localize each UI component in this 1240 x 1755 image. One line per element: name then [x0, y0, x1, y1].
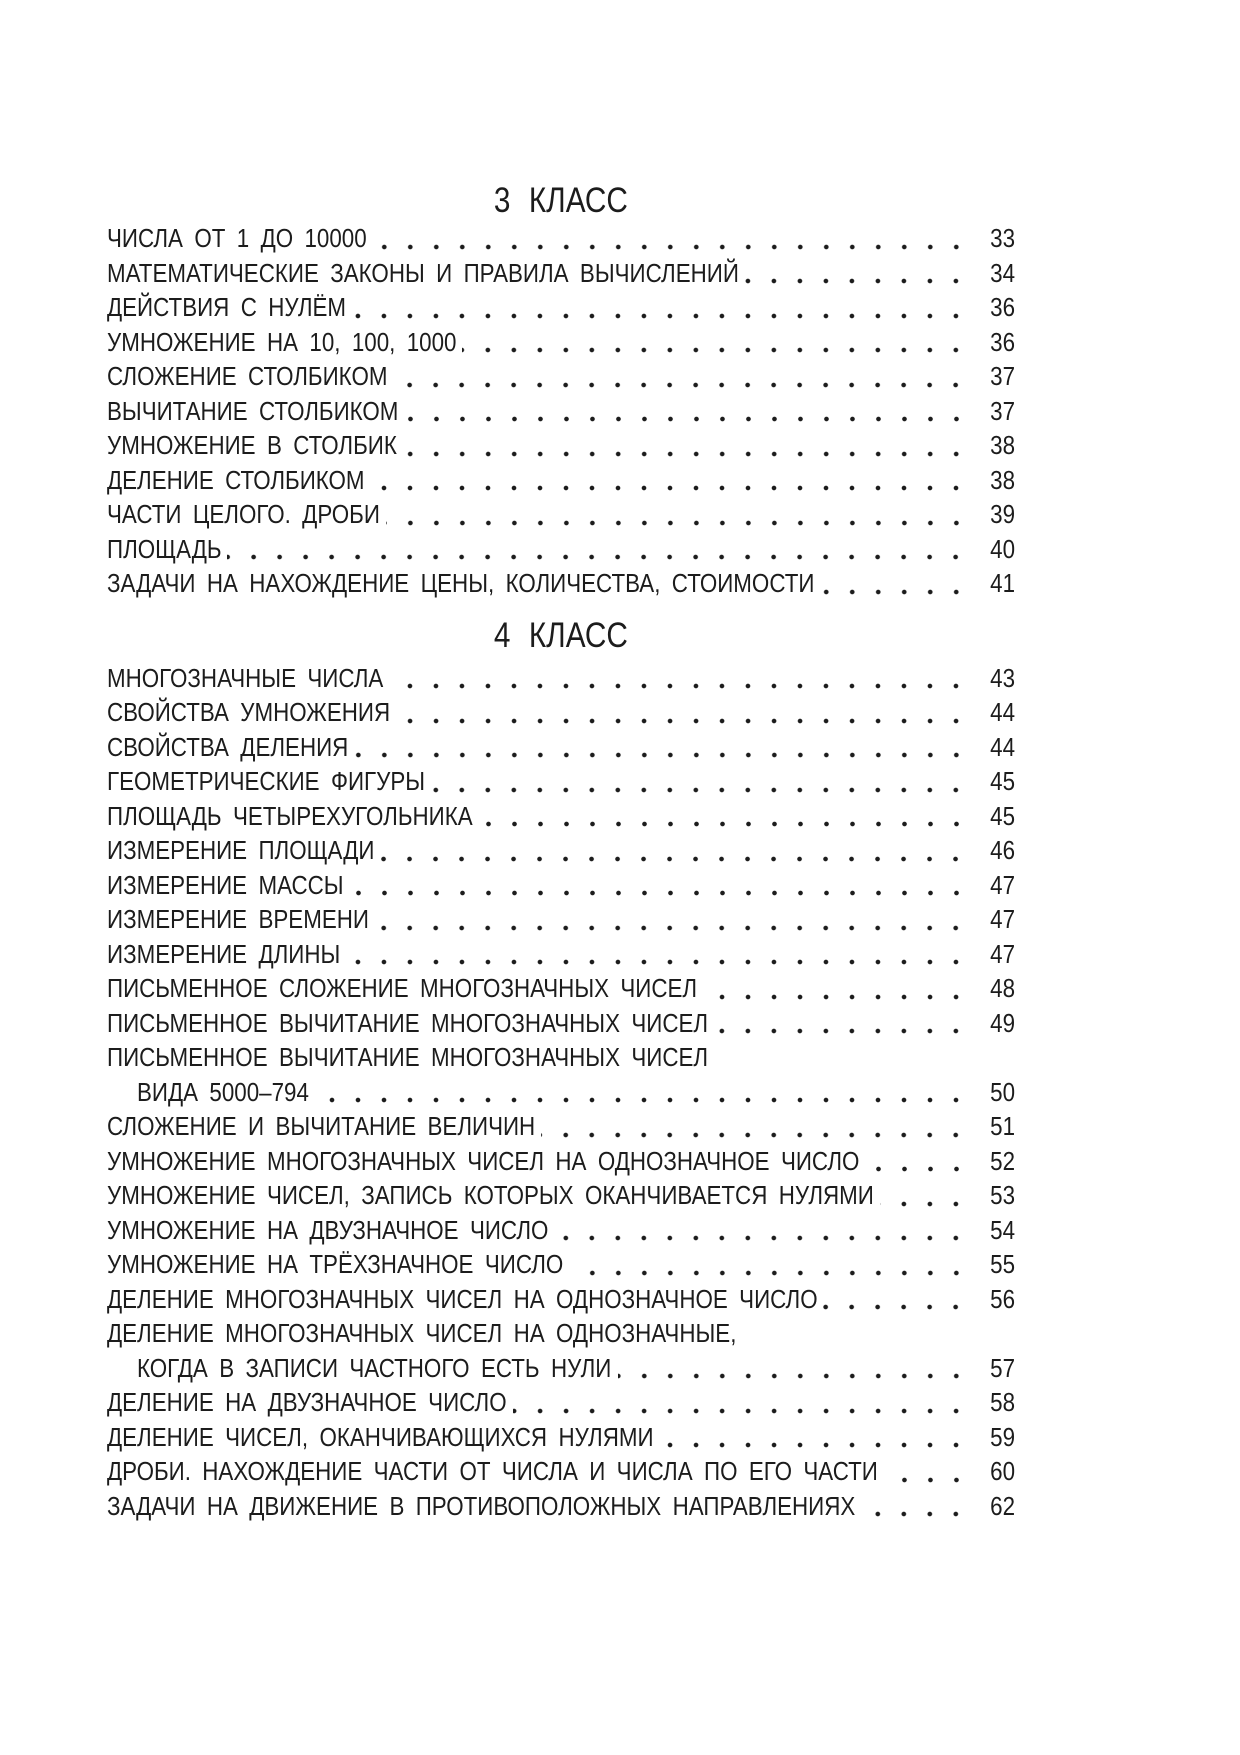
- dot-leader: [403, 428, 979, 463]
- toc-entry-row: [107, 428, 1015, 463]
- toc-entry-page-number: 36: [990, 292, 1015, 322]
- toc-entry-row: [107, 799, 1015, 834]
- dot-leader: [513, 1385, 979, 1420]
- toc-entry-title: СВОЙСТВА УМНОЖЕНИЯ: [107, 697, 391, 727]
- toc-entry-page-number: 60: [990, 1456, 1015, 1486]
- toc-entry-title: ПЛОЩАДЬ: [107, 533, 222, 564]
- toc-entry-page-number: 49: [990, 1007, 1015, 1038]
- toc-entry-title: МНОГОЗНАЧНЫЕ ЧИСЛА: [107, 662, 384, 693]
- toc-section-list: [107, 661, 1015, 1524]
- toc-entry-page-number: 62: [990, 1490, 1015, 1521]
- toc-entry-title: ЧАСТИ ЦЕЛОГО. ДРОБИ: [107, 499, 380, 529]
- toc-entry-page-number: 48: [990, 973, 1015, 1003]
- toc-entry-title: ПИСЬМЕННОЕ ВЫЧИТАНИЕ МНОГОЗНАЧНЫХ ЧИСЕЛ: [107, 1042, 709, 1072]
- toc-entry-row: [107, 1075, 1015, 1110]
- section-heading: [107, 181, 1015, 221]
- toc-entry-title: ВЫЧИТАНИЕ СТОЛБИКОМ: [107, 395, 399, 426]
- dot-leader: [703, 971, 979, 1006]
- toc-entry-title: УМНОЖЕНИЕ НА ТРЁХЗНАЧНОЕ ЧИСЛО: [107, 1249, 564, 1279]
- toc-entry-page-number: 36: [990, 326, 1015, 357]
- toc-entry-row: [107, 256, 1015, 291]
- toc-entry-page-number: 56: [990, 1283, 1015, 1314]
- toc-entry-page-number: 45: [990, 800, 1015, 831]
- toc-entry-page-number: 54: [990, 1214, 1015, 1245]
- dot-leader: [462, 325, 979, 360]
- toc-entry-title: СЛОЖЕНИЕ СТОЛБИКОМ: [107, 361, 388, 391]
- dot-leader: [570, 1247, 979, 1282]
- toc-entry-title: УМНОЖЕНИЕ НА ДВУЗНАЧНОЕ ЧИСЛО: [107, 1214, 549, 1245]
- dot-leader: [227, 532, 979, 567]
- toc-entry-title: ЗАДАЧИ НА НАХОЖДЕНИЕ ЦЕНЫ, КОЛИЧЕСТВА, СТОИМОСТИ: [107, 568, 815, 598]
- dot-leader: [386, 497, 979, 532]
- dot-leader: [479, 799, 980, 834]
- dot-leader: [352, 290, 979, 325]
- toc-entry-row: [107, 497, 1015, 532]
- toc-entry-row: [107, 971, 1015, 1006]
- toc-entry-page-number: 58: [990, 1387, 1015, 1417]
- toc-entry-row: [107, 1420, 1015, 1455]
- dot-leader: [315, 1075, 979, 1110]
- toc-entry-title: ДЕЛЕНИЕ МНОГОЗНАЧНЫХ ЧИСЕЛ НА ОДНОЗНАЧНЫЕ,: [107, 1318, 737, 1348]
- dot-leader: [745, 256, 979, 291]
- toc-entry-page-number: 47: [990, 869, 1015, 900]
- toc-entry-title: СЛОЖЕНИЕ И ВЫЧИТАНИЕ ВЕЛИЧИН: [107, 1111, 536, 1141]
- toc-entry-title: ДЕЛЕНИЕ НА ДВУЗНАЧНОЕ ЧИСЛО: [107, 1387, 507, 1417]
- toc-entry-row: [107, 1178, 1015, 1213]
- toc-entry-page-number: 47: [990, 938, 1015, 969]
- toc-entry-title: ДЕЛЕНИЕ СТОЛБИКОМ: [107, 464, 365, 495]
- toc-entry-row: [107, 902, 1015, 937]
- toc-entry-page-number: 57: [990, 1352, 1015, 1383]
- toc-entry-page-number: 38: [990, 430, 1015, 460]
- dot-leader: [618, 1351, 979, 1386]
- toc-entry-row: [107, 1385, 1015, 1420]
- toc-entry-row: [107, 221, 1015, 256]
- toc-entry-title: ИЗМЕРЕНИЕ ПЛОЩАДИ: [107, 835, 375, 865]
- toc-entry-row: [107, 1489, 1015, 1524]
- toc-entry-row: [107, 1282, 1015, 1317]
- toc-entry-row: [107, 1316, 1015, 1351]
- toc-entry-page-number: 33: [990, 223, 1015, 253]
- toc-entry-title: УМНОЖЕНИЕ ЧИСЕЛ, ЗАПИСЬ КОТОРЫХ ОКАНЧИВАЕТСЯ НУЛЯМИ: [107, 1180, 874, 1210]
- toc-page: [107, 0, 1015, 1523]
- toc-entry-row: [107, 1351, 1015, 1386]
- toc-entry-row: [107, 695, 1015, 730]
- dot-leader: [884, 1454, 979, 1489]
- dot-leader: [380, 833, 979, 868]
- dot-leader: [375, 902, 979, 937]
- toc-entry-title: ПЛОЩАДЬ ЧЕТЫРЕХУГОЛЬНИКА: [107, 800, 473, 831]
- toc-entry-title: УМНОЖЕНИЕ В СТОЛБИК: [107, 430, 397, 460]
- toc-entry-row: [107, 532, 1015, 567]
- toc-entry-page-number: 39: [990, 499, 1015, 529]
- toc-entry-page-number: 40: [990, 533, 1015, 564]
- dot-leader: [346, 937, 979, 972]
- toc-entry-title: ГЕОМЕТРИЧЕСКИЕ ФИГУРЫ: [107, 766, 426, 796]
- toc-entry-title: ДРОБИ. НАХОЖДЕНИЕ ЧАСТИ ОТ ЧИСЛА И ЧИСЛА ПО ЕГО ЧАСТИ: [107, 1456, 878, 1486]
- dot-leader: [866, 1144, 980, 1179]
- toc-entry-page-number: 44: [990, 731, 1015, 762]
- dot-leader: [541, 1109, 979, 1144]
- toc-entry-page-number: 53: [990, 1180, 1015, 1210]
- toc-entry-row: [107, 868, 1015, 903]
- toc-entry-page-number: 52: [990, 1145, 1015, 1176]
- toc-entry-title: КОГДА В ЗАПИСИ ЧАСТНОГО ЕСТЬ НУЛИ: [137, 1352, 612, 1383]
- toc-entry-title: ИЗМЕРЕНИЕ МАССЫ: [107, 869, 344, 900]
- toc-entry-page-number: 37: [990, 395, 1015, 426]
- section-heading-text: 4 КЛАСС: [493, 615, 629, 655]
- toc-entry-page-number: 50: [990, 1076, 1015, 1107]
- toc-section-list: [107, 221, 1015, 601]
- toc-entry-page-number: 43: [990, 662, 1015, 693]
- toc-entry-title: ИЗМЕРЕНИЕ ДЛИНЫ: [107, 938, 341, 969]
- toc-entry-row: [107, 1040, 1015, 1075]
- section-heading-text: 3 КЛАСС: [493, 181, 629, 220]
- dot-leader: [371, 463, 979, 498]
- dot-leader: [355, 730, 979, 765]
- toc-entry-page-number: 55: [990, 1249, 1015, 1279]
- toc-entry-page-number: 41: [990, 568, 1015, 598]
- top-margin: [107, 0, 1015, 181]
- toc-entry-row: [107, 566, 1015, 601]
- toc-entry-page-number: 47: [990, 904, 1015, 934]
- toc-entry-row: [107, 833, 1015, 868]
- toc-entry-page-number: 34: [990, 257, 1015, 288]
- toc-entry-title: СВОЙСТВА ДЕЛЕНИЯ: [107, 731, 349, 762]
- dot-leader: [389, 661, 979, 696]
- dot-leader: [350, 868, 980, 903]
- toc-entry-page-number: 51: [990, 1111, 1015, 1141]
- dot-leader: [396, 695, 979, 730]
- dot-leader: [554, 1213, 979, 1248]
- toc-entry-row: [107, 661, 1015, 696]
- toc-entry-title: ИЗМЕРЕНИЕ ВРЕМЕНИ: [107, 904, 369, 934]
- toc-entry-row: [107, 730, 1015, 765]
- dot-leader: [660, 1420, 979, 1455]
- dot-leader: [373, 221, 979, 256]
- toc-entry-title: ЧИСЛА ОТ 1 ДО 10000: [107, 223, 367, 253]
- toc-entry-title: ЗАДАЧИ НА ДВИЖЕНИЕ В ПРОТИВОПОЛОЖНЫХ НАПРАВЛЕНИЯХ: [107, 1490, 856, 1521]
- dot-leader: [880, 1178, 979, 1213]
- toc-entry-page-number: 59: [990, 1421, 1015, 1452]
- toc-entry-row: [107, 937, 1015, 972]
- toc-entry-row: [107, 1454, 1015, 1489]
- toc-entry-row: [107, 1213, 1015, 1248]
- toc-entry-row: [107, 1109, 1015, 1144]
- toc-entry-row: [107, 1144, 1015, 1179]
- toc-entry-row: [107, 359, 1015, 394]
- dot-leader: [821, 566, 979, 601]
- toc-entry-row: [107, 463, 1015, 498]
- toc-entry-title: УМНОЖЕНИЕ МНОГОЗНАЧНЫХ ЧИСЕЛ НА ОДНОЗНАЧНОЕ ЧИСЛО: [107, 1145, 860, 1176]
- toc-entry-page-number: 46: [990, 835, 1015, 865]
- toc-entry-row: [107, 1247, 1015, 1282]
- toc-entry-title: МАТЕМАТИЧЕСКИЕ ЗАКОНЫ И ПРАВИЛА ВЫЧИСЛЕНИЙ: [107, 257, 739, 288]
- toc-entry-page-number: 44: [990, 697, 1015, 727]
- dot-leader: [823, 1282, 979, 1317]
- toc-entry-title: ПИСЬМЕННОЕ ВЫЧИТАНИЕ МНОГОЗНАЧНЫХ ЧИСЕЛ: [107, 1007, 709, 1038]
- toc-entry-row: [107, 325, 1015, 360]
- toc-entry-title: ДЕЛЕНИЕ МНОГОЗНАЧНЫХ ЧИСЕЛ НА ОДНОЗНАЧНОЕ ЧИСЛО: [107, 1283, 818, 1314]
- toc-entry-title: ДЕЛЕНИЕ ЧИСЕЛ, ОКАНЧИВАЮЩИХСЯ НУЛЯМИ: [107, 1421, 654, 1452]
- toc-entry-row: [107, 394, 1015, 429]
- dot-leader: [405, 394, 979, 429]
- toc-entry-page-number: 38: [990, 464, 1015, 495]
- toc-entry-row: [107, 764, 1015, 799]
- toc-entry-title: ВИДА 5000–794: [137, 1076, 309, 1107]
- toc-entry-row: [107, 1006, 1015, 1041]
- dot-leader: [431, 764, 979, 799]
- toc-entry-title: ПИСЬМЕННОЕ СЛОЖЕНИЕ МНОГОЗНАЧНЫХ ЧИСЕЛ: [107, 973, 698, 1003]
- dot-leader: [393, 359, 979, 394]
- section-heading: [107, 616, 1015, 656]
- dot-leader: [714, 1006, 979, 1041]
- toc-entry-title: ДЕЙСТВИЯ С НУЛЁМ: [107, 292, 347, 322]
- toc-entry-row: [107, 290, 1015, 325]
- toc-entry-page-number: 45: [990, 766, 1015, 796]
- toc-entry-page-number: 37: [990, 361, 1015, 391]
- toc-entry-title: УМНОЖЕНИЕ НА 10, 100, 1000: [107, 326, 457, 357]
- dot-leader: [861, 1489, 979, 1524]
